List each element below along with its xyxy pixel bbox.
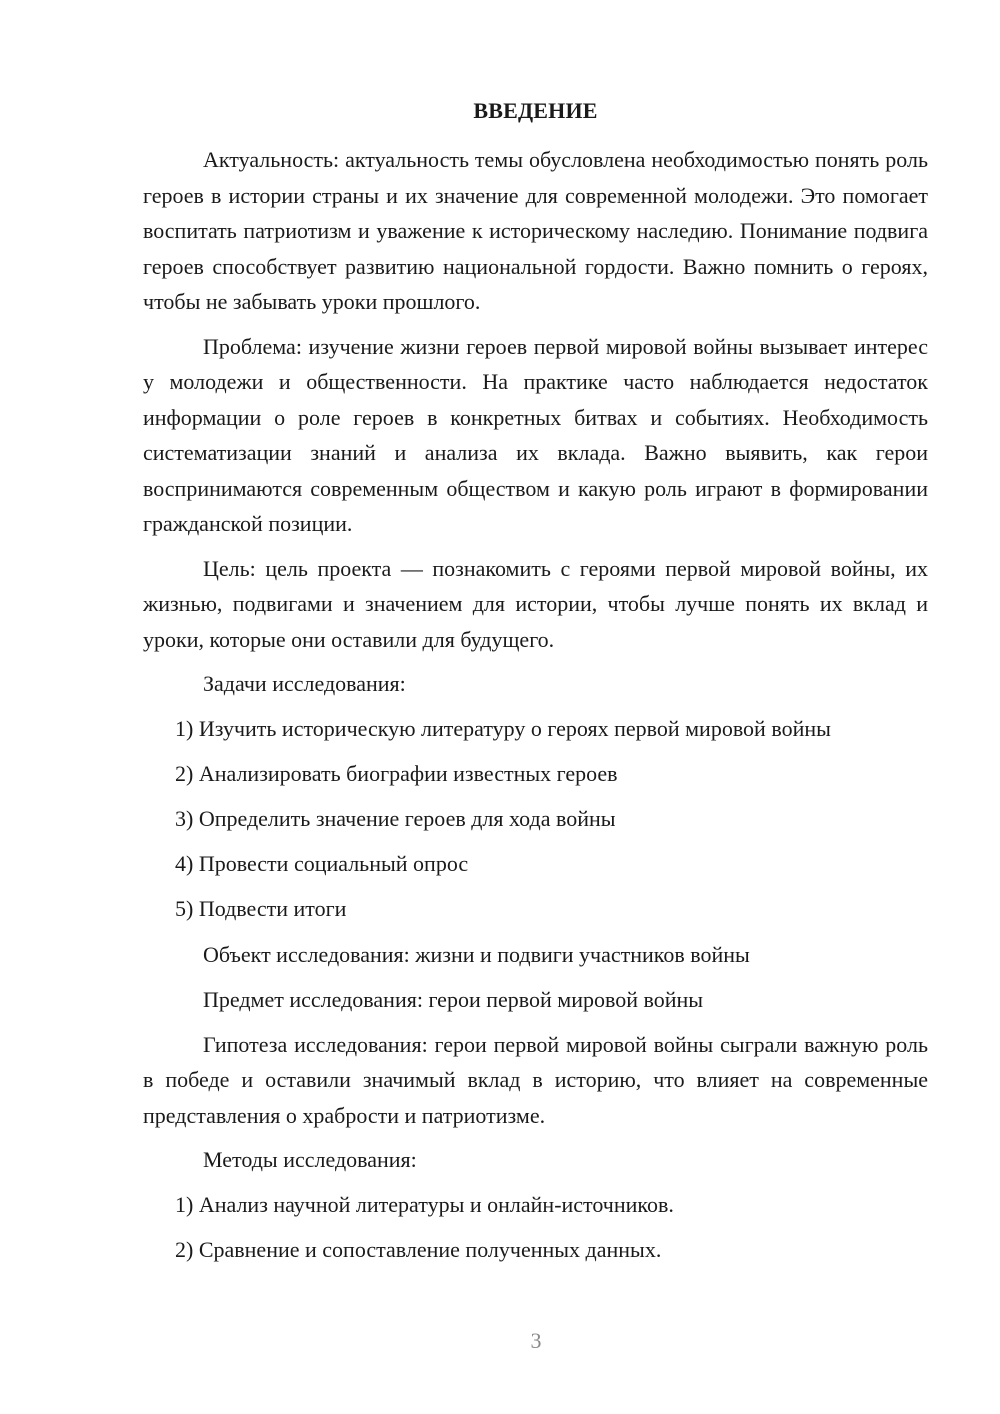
task-item: 5) Подвести итоги xyxy=(175,896,347,922)
tasks-heading: Задачи исследования: xyxy=(203,671,406,696)
task-item: 4) Провести социальный опрос xyxy=(175,851,469,877)
task-item: 1) Изучить историческую литературу о героях первой мировой войны xyxy=(175,716,831,742)
page-number: 3 xyxy=(530,1328,542,1353)
goal-paragraph: Цель: цель проекта — познакомить с героями первой мировой войны, их жизнью, подвигами и значением для истории, чтобы лучше понять их вклад и уроки, которые они оставили для будущего. xyxy=(143,555,928,652)
hypothesis-paragraph: Гипотеза исследования: герои первой мировой войны сыграли важную роль в победе и оставили значимый вклад в историю, что влияет на современные представления о храбрости и патриотизме. xyxy=(143,1031,928,1128)
research-subject: Предмет исследования: герои первой мировой войны xyxy=(203,986,704,1012)
page-content xyxy=(143,96,928,1278)
methods-heading: Методы исследования: xyxy=(203,1147,417,1173)
method-item: 2) Сравнение и сопоставление полученных данных. xyxy=(175,1237,662,1263)
problem-paragraph: Проблема: изучение жизни героев первой мировой войны вызывает интерес у молодежи и общественности. На практике часто наблюдается недостаток информации о роле героев в конкретных битвах и событиях. Необходимость систематизации знаний и анализа их вклада. Важно выявить, как герои воспринимаются современным обществом и какую роль играют в формировании гражданской позиции. xyxy=(143,333,928,536)
task-item: 2) Анализировать биографии известных героев xyxy=(175,761,618,787)
method-item: 1) Анализ научной литературы и онлайн-источников. xyxy=(175,1192,674,1218)
relevance-paragraph: Актуальность: актуальность темы обусловлена необходимостью понять роль героев в истории страны и их значение для современной молодежи. Это помогает воспитать патриотизм и уважение к историческому наследию. Понимание подвига героев способствует развитию национальной гордости. Важно помнить о героях, чтобы не забывать уроки прошлого. xyxy=(143,147,928,314)
research-object: Объект исследования: жизни и подвиги участников войны xyxy=(203,941,750,967)
page-title: ВВЕДЕНИЕ xyxy=(473,98,598,123)
task-item: 3) Определить значение героев для хода войны xyxy=(175,806,616,832)
